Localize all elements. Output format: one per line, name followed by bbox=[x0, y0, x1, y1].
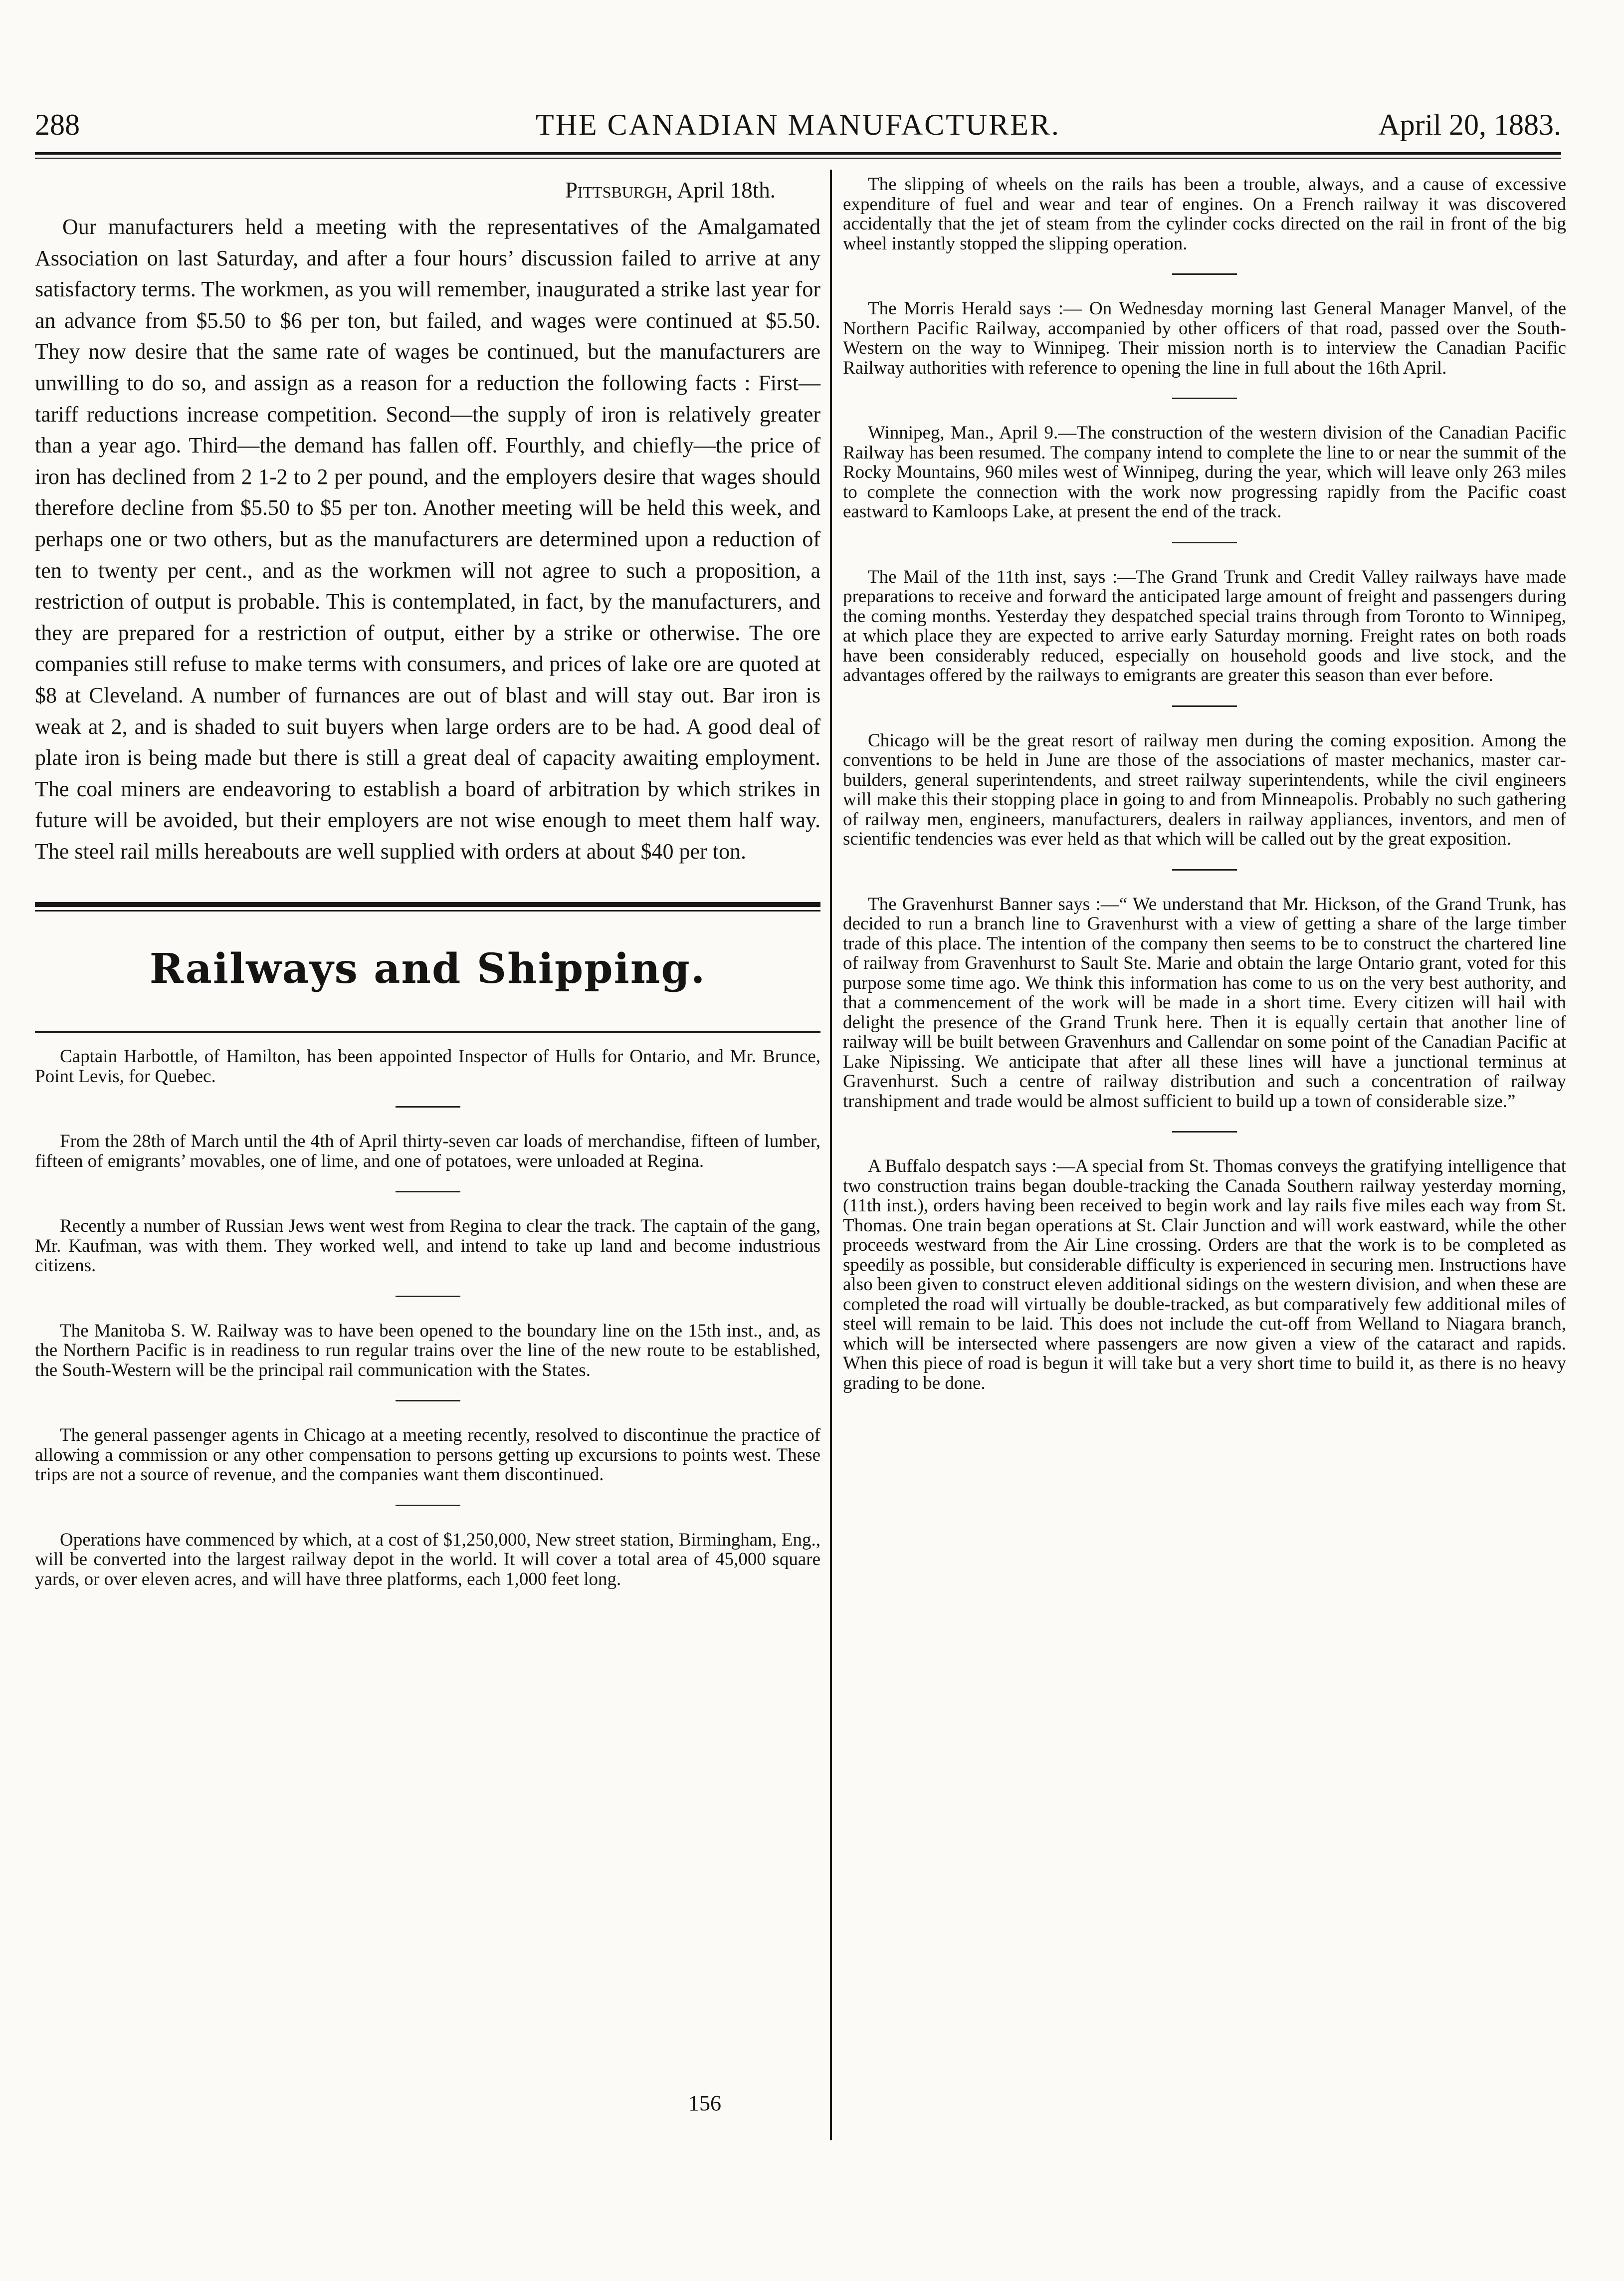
separator bbox=[396, 1296, 460, 1297]
article: The Gravenhurst Banner says :—“ We understand that Mr. Hickson, of the Grand Trunk, has decided to run a branch line to Gravenhurst with a view of getting a share of the large timber trade of this place. The intention of the company then seems to be to construct the chartered line of railway from Gravenhurst to Sault Ste. Marie and obtain the large Ontario grant, voted for this purpose some time ago. We think this information has come to us on the very best authority, and that a commencement of the work will be made in a short time. Every citizen will hail with delight the presence of the Grand Trunk here. Then it is equally certain that another line of railway will be built between Gravenhurs and Callendar on some point of the Canadian Pacific at Lake Nipissing. We anticipate that after all these lines will have a junctional terminus at Gravenhurst. Such a centre of railway distribution and such a concentration of railway transhipment and trade would be almost sufficient to build up a town of considerable size.” bbox=[843, 894, 1566, 1112]
folio-number: 156 bbox=[688, 2091, 721, 2115]
pittsburgh-letter: Our manufacturers held a meeting with the representatives of the Amalgamated Association on last Saturday, and after a four hours’ discussion failed to arrive at any satisfactory terms. The workmen, as you will remember, inaugurated a strike last year for an advance from $5.50 to $6 per ton, but failed, and wages were continued at $5.50. They now desire that the same rate of wages be continued, but the manufacturers are unwilling to do so, and assign as a reason for a reduction the following facts : First—tariff reductions increase competition. Second—the supply of iron is relatively greater than a year ago. Third—the demand has fallen off. Fourthly, and chiefly—the price of iron has declined from 2 1-2 to 2 per pound, and the employers desire that wages should therefore decline from $5.50 to $5 per ton. Another meeting will be held this week, and perhaps one or two others, but as the manufacturers are determined upon a reduction of ten to twenty per cent., and as the workmen will not agree to such a proposition, a restriction of output is probable. This is contemplated, in fact, by the manufacturers, and they are prepared for a restriction of output, either by a strike or otherwise. The ore companies still refuse to make terms with consumers, and prices of lake ore are quoted at $8 at Cleveland. A number of furnances are out of blast and will stay out. Bar iron is weak at 2, and is shaded to suit buyers when large orders are to be had. A good deal of plate iron is being made but there is still a great deal of capacity awaiting employment. The coal miners are endeavoring to establish a board of arbitration by which strikes in future will be avoided, but their employers are not wise enough to meet them half way. The steel rail mills hereabouts are well supplied with orders at about $40 per ton. bbox=[35, 215, 820, 864]
separator bbox=[396, 1106, 460, 1108]
separator bbox=[1172, 398, 1237, 399]
article: The Morris Herald says :— On Wednesday morning last General Manager Manvel, of the Northern Pacific Railway, accompanied by other officers of that road, passed over the South-Western on the way to Winnipeg. Their mission north is to interview the Canadian Pacific Railway authorities with reference to opening the line in full about the 16th April. bbox=[843, 298, 1566, 378]
article: The slipping of wheels on the rails has been a trouble, always, and a cause of excessive expenditure of fuel and wear and tear of engines. On a French railway it was discovered accidentally that the jet of steam from the cylinder cocks directed on the rail in front of the big wheel instantly stopped the slipping operation. bbox=[843, 174, 1566, 254]
article: Captain Harbottle, of Hamilton, has been appointed Inspector of Hulls for Ontario, and Mr. Brunce, Point Levis, for Quebec. bbox=[35, 1046, 820, 1087]
separator bbox=[1172, 1131, 1237, 1133]
article: Winnipeg, Man., April 9.—The construction of the western division of the Canadian Pacific Railway has been resumed. The company intend to complete the line to or near the summit of the Rocky Mountains, 960 miles west of Winnipeg, during the year, which will leave only 263 miles to complete the connection with the work now progressing rapidly from the Pacific coast eastward to Kamloops Lake, at present the end of the track. bbox=[843, 423, 1566, 522]
separator bbox=[396, 1191, 460, 1192]
separator bbox=[1172, 542, 1237, 543]
article: Recently a number of Russian Jews went west from Regina to clear the track. The captain of the gang, Mr. Kaufman, was with them. They worked well, and intend to take up land and become industrious citizens. bbox=[35, 1216, 820, 1276]
dateline-city: Pittsburgh bbox=[565, 178, 667, 203]
dateline-date: , April 18th. bbox=[667, 178, 776, 203]
article: A Buffalo despatch says :—A special from St. Thomas conveys the gratifying intelligence that two construction trains began double-tracking the Canada Southern railway yesterday morning, (11th inst.), orders having been received to begin work and lay rails five miles each way from St. Thomas. One train began operations at St. Clair Junction and will work eastward, while the other proceeds westward from the Air Line crossing. Orders are that the work is to be completed as speedily as possible, but considerable difficulty is experienced in securing men. Instructions have also been given to construct eleven additional sidings on the western division, and when these are completed the road will virtually be double-tracked, as but comparatively few additional miles of steel will remain to be laid. This does not include the cut-off from Welland to Niagara branch, which will be intersected where passengers are now given a view of the cataract and rapids. When this piece of road is begun it will take but a very short time to build it, as there is no heavy grading to be done. bbox=[843, 1156, 1566, 1393]
article: The Manitoba S. W. Railway was to have been opened to the boundary line on the 15th inst., and, as the Northern Pacific is in readiness to run regular trains over the line of the new route to be established, the South-Western will be the principal rail communication with the States. bbox=[35, 1320, 820, 1380]
article: From the 28th of March until the 4th of April thirty-seven car loads of merchandise, fifteen of lumber, fifteen of emigrants’ movables, one of lime, and one of potatoes, were unloaded at Regina. bbox=[35, 1131, 820, 1171]
separator bbox=[1172, 705, 1237, 707]
section-rule-thick bbox=[35, 902, 820, 907]
separator bbox=[396, 1505, 460, 1506]
section-heading: Railways and Shipping. bbox=[149, 945, 706, 993]
page-number: 288 bbox=[35, 108, 80, 141]
article: The Mail of the 11th inst, says :—The Grand Trunk and Credit Valley railways have made preparations to receive and forward the anticipated large amount of freight and passengers during the coming months. Yesterday they despatched special trains through from Toronto to Winnipeg, at which place they are expected to arrive early Saturday morning. Freight rates on both roads have been considerably reduced, especially on household goods and live stock, and the advantages offered by the railways to emigrants are greater this season than ever before. bbox=[843, 566, 1566, 685]
header-rule bbox=[35, 152, 1561, 155]
article: The general passenger agents in Chicago at a meeting recently, resolved to discontinue the practice of allowing a commission or any other compensation to persons getting up excursions to points west. These trips are not a source of revenue, and the companies want them discontinued. bbox=[35, 1425, 820, 1485]
heading-rule bbox=[35, 1031, 820, 1033]
article: Operations have commenced by which, at a cost of $1,250,000, New street station, Birmingham, Eng., will be converted into the largest railway depot in the world. It will cover a total area of 45,000 square yards, or over eleven acres, and will have three platforms, each 1,000 feet long. bbox=[35, 1529, 820, 1590]
column-divider bbox=[830, 170, 832, 2140]
right-column bbox=[843, 175, 1566, 1393]
dateline bbox=[35, 175, 820, 206]
issue-date: April 20, 1883. bbox=[1378, 108, 1561, 141]
separator bbox=[1172, 869, 1237, 871]
journal-title: THE CANADIAN MANUFACTURER. bbox=[536, 108, 1060, 141]
header-rule-thin bbox=[35, 158, 1561, 159]
separator bbox=[1172, 273, 1237, 275]
section-rule-thin bbox=[35, 910, 820, 912]
separator bbox=[396, 1400, 460, 1401]
article: Chicago will be the great resort of railway men during the coming exposition. Among the conventions to be held in June are those of the associations of master mechanics, master car-builders, general superintendents, and street railway superintendents, while the civil engineers will make this their stopping place in going to and from Minneapolis. Probably no such gathering of railway men, engineers, manufacturers, dealers in railway appliances, inventors, and men of scientific tendencies was ever held as that which will be called out by the great exposition. bbox=[843, 730, 1566, 849]
running-header bbox=[35, 102, 1561, 147]
left-column bbox=[35, 175, 820, 1589]
